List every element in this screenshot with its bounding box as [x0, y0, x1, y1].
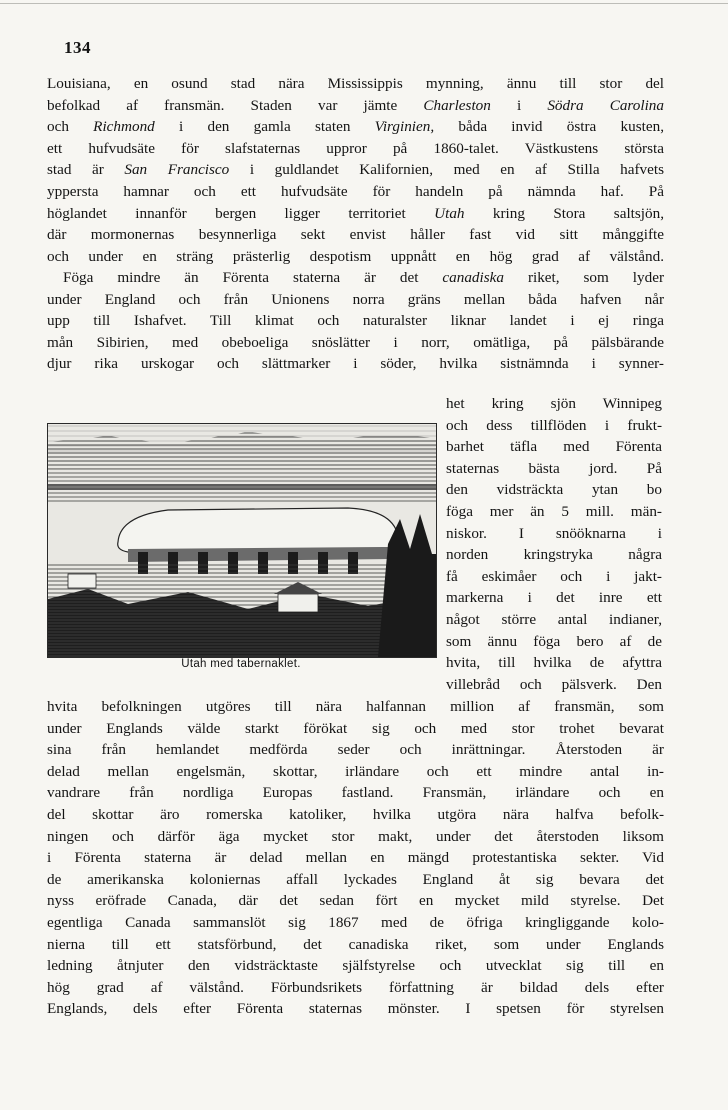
text-line: hvita, till hvilka de afyttra: [446, 654, 662, 672]
text-line: vandrare från nordliga Europas fastland. Fransmän, irländare och en: [47, 784, 664, 802]
text-line: nierna till ett statsförbund, det canadiska riket, som under Englands: [47, 935, 664, 953]
text-line: något större antal indianer,: [446, 610, 662, 628]
paragraph-2: [47, 267, 664, 375]
text-line: staternas bästa jord. På: [446, 459, 662, 477]
text-line: ledning åtnjuter den vidsträcktaste själfstyrelse och utvecklat sig till en: [47, 957, 664, 975]
text-line: och Richmond i den gamla staten Virginien, båda invid östra kusten,: [47, 118, 664, 136]
text-line: het kring sjön Winnipeg: [446, 395, 662, 412]
text-line: mån Sibirien, med obeboeliga snöslätter i norr, omätliga, på pälsbärande: [47, 333, 664, 351]
text-line: delad mellan engelsmän, skottar, irländare och ett mindre antal in-: [47, 762, 664, 780]
text-line: höglandet innanför bergen ligger territoriet Utah kring Stora saltsjön,: [47, 204, 664, 222]
text-line: egentliga Canada sammanslöt sig 1867 med de öfriga kringliggande kolo-: [47, 913, 664, 931]
text-line: under Englands välde starkt förökat sig och med stor trohet bevarat: [47, 719, 664, 737]
text-line: och dess tillflöden i frukt-: [446, 416, 662, 434]
text-line: barhet täfla med Förenta: [446, 438, 662, 456]
text-line: ett hufvudsäte för slafstaternas uppror på 1860-talet. Västkustens största: [47, 139, 664, 157]
engraving-illustration: [48, 424, 436, 657]
text-line: niskor. I snööknarna i: [446, 524, 662, 542]
text-line: norden kringstryka några: [446, 546, 662, 564]
text-line: djur rika urskogar och slättmarker i söder, hvilka sistnämnda i synner-: [47, 355, 664, 373]
page-number: 134: [64, 38, 91, 57]
text-line: där mormonernas besynnerliga sekt envist håller fast vid sitt månggifte: [47, 226, 664, 244]
figure-utah-tabernacle: [47, 423, 437, 658]
paragraph-1: [47, 73, 664, 267]
text-line: hög grad af välstånd. Förbundsrikets författning är bildad dels efter: [47, 978, 664, 996]
text-line: under England och från Unionens norra gräns mellan båda hafven når: [47, 290, 664, 308]
text-line: yppersta hamnar och ett hufvudsäte för handeln på nämnda haf. På: [47, 182, 664, 200]
text-line: få eskimåer och i jakt-: [446, 567, 662, 585]
text-line: upp till Ishafvet. Till klimat och naturalster liknar landet i ej ringa: [47, 312, 664, 330]
text-line: som ännu föga bero af de: [446, 632, 662, 650]
text-line: del skottar äro romerska katoliker, hvilka utgöra nära halfva befolk-: [47, 805, 664, 823]
text-line: föga mer än 5 mill. män-: [446, 502, 662, 520]
text-line: befolkad af fransmän. Staden var jämte Charleston i Södra Carolina: [47, 96, 664, 114]
text-line: villebråd och pälsverk. Den: [446, 675, 662, 693]
page-top-edge: [0, 3, 728, 4]
text-line: sina från hemlandet medförda seder och inrättningar. Återstoden är: [47, 741, 664, 759]
text-line: hvita befolkningen utgöres till nära halfannan million af fransmän, som: [47, 698, 664, 715]
text-line: den vidsträckta ytan bo: [446, 481, 662, 499]
text-line: stad är San Francisco i guldlandet Kalifornien, med en af Stilla hafvets: [47, 161, 664, 179]
text-line: de amerikanska koloniernas affall lyckades England åt sig bevara det: [47, 870, 664, 888]
text-line: ningen och därför äga mycket stor makt, under det återstoden liksom: [47, 827, 664, 845]
wrapped-text-column: [446, 393, 662, 695]
figure-caption: Utah med tabernaklet.: [181, 658, 301, 670]
text-line: Louisiana, en osund stad nära Mississippis mynning, ännu till stor del: [47, 75, 664, 92]
text-line: i Förenta staterna är delad mellan en mängd protestantiska sekter. Vid: [47, 849, 664, 867]
text-line: Föga mindre än Förenta staterna är det canadiska riket, som lyder: [63, 269, 664, 286]
text-line: Englands, dels efter Förenta staternas mönster. I spetsen för styrelsen: [47, 1000, 664, 1018]
paragraph-3: [47, 696, 664, 1020]
text-line: nyss eröfrade Canada, där det sedan fört en mycket mild styrelse. Det: [47, 892, 664, 910]
text-line: och under en sträng prästerlig despotism uppnått en hög grad af välstånd.: [47, 247, 664, 265]
text-line: markerna i det inre ett: [446, 589, 662, 607]
